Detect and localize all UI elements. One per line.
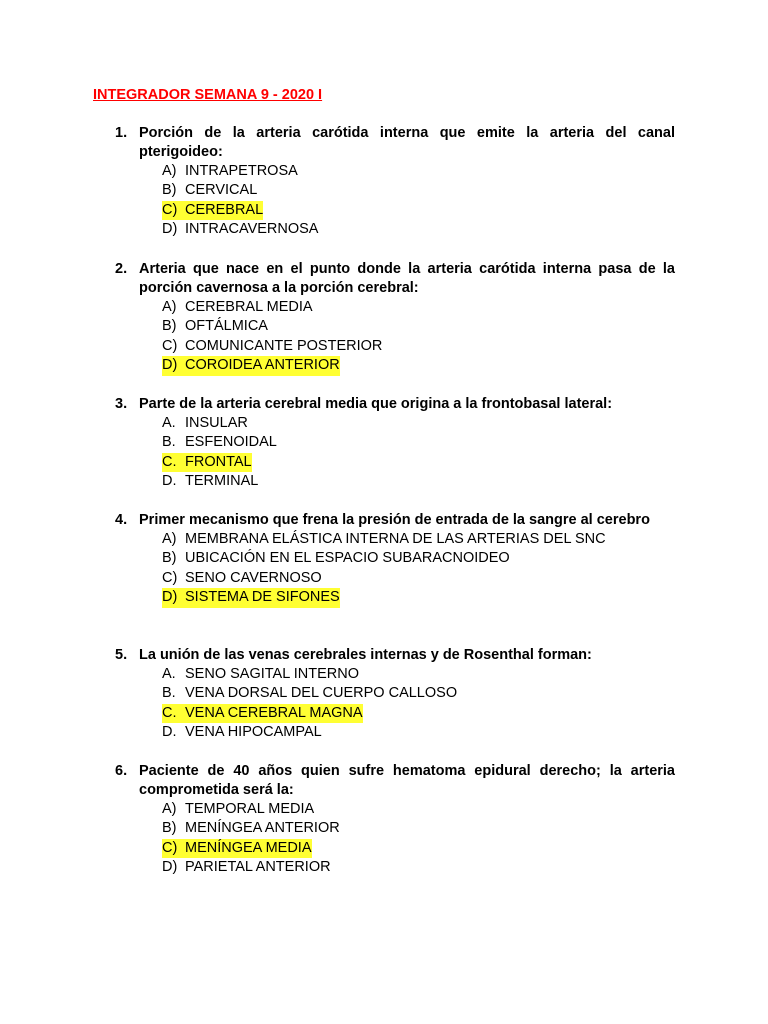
highlighted-answer — [162, 356, 340, 375]
option-letter: D. — [162, 724, 177, 741]
option-letter: A) — [162, 531, 177, 547]
option-text: MEMBRANA ELÁSTICA INTERNA DE LAS ARTERIAS DEL SNC — [185, 531, 606, 547]
question-number: 4. — [115, 512, 128, 528]
option-text: UBICACIÓN EN EL ESPACIO SUBARACNOIDEO — [185, 550, 510, 567]
option-body — [162, 723, 322, 742]
question-1 — [115, 124, 675, 240]
question-number: 1. — [115, 125, 128, 141]
question-text: Porción de la arteria carótida interna que emite la arteria del canal pterigoideo: — [139, 125, 675, 160]
option-letter: A. — [162, 415, 176, 431]
option-letter: C. — [162, 704, 177, 721]
option-list — [115, 665, 675, 743]
option-letter: A. — [162, 666, 176, 682]
option-2 — [115, 181, 675, 200]
option-letter: B) — [162, 550, 177, 567]
highlighted-answer — [162, 453, 252, 472]
option-letter: C. — [162, 453, 177, 470]
option-letter: D. — [162, 473, 177, 490]
option-4 — [115, 723, 675, 742]
question-text: Paciente de 40 años quien sufre hematoma epidural derecho; la arteria comprometida será la: — [139, 763, 675, 798]
option-letter: D) — [162, 859, 178, 876]
option-list — [115, 800, 675, 878]
question-6 — [115, 762, 675, 878]
option-letter: C) — [162, 839, 178, 856]
highlighted-answer — [162, 588, 340, 607]
option-2 — [115, 684, 675, 703]
question-number: 2. — [115, 261, 128, 277]
option-letter: B) — [162, 318, 177, 335]
option-text: VENA DORSAL DEL CUERPO CALLOSO — [185, 685, 458, 702]
question-2 — [115, 260, 675, 376]
option-text: CEREBRAL MEDIA — [185, 299, 313, 315]
option-letter: B) — [162, 182, 177, 199]
option-2 — [115, 819, 675, 838]
option-list — [115, 162, 675, 240]
option-text: INTRAPETROSA — [185, 163, 298, 179]
question-text: Primer mecanismo que frena la presión de entrada de la sangre al cerebro — [139, 512, 650, 528]
option-text: FRONTAL — [185, 453, 252, 470]
option-body — [162, 569, 322, 588]
option-list — [115, 530, 675, 608]
option-text: VENA CEREBRAL MAGNA — [185, 704, 363, 721]
option-3 — [115, 704, 675, 723]
option-letter: D) — [162, 221, 178, 238]
option-text: TERMINAL — [185, 473, 259, 490]
option-4 — [115, 356, 675, 375]
option-letter: B. — [162, 685, 176, 702]
option-text: INSULAR — [185, 415, 248, 431]
option-list — [115, 414, 675, 492]
question-text: Parte de la arteria cerebral media que origina a la frontobasal lateral: — [139, 396, 613, 412]
option-2 — [115, 317, 675, 336]
option-text: SENO CAVERNOSO — [185, 569, 322, 586]
option-letter: B. — [162, 434, 176, 451]
option-text: VENA HIPOCAMPAL — [185, 724, 322, 741]
question-text: Arteria que nace en el punto donde la arteria carótida interna pasa de la porción cavernosa a la porción cerebral: — [139, 261, 675, 296]
option-body — [162, 684, 457, 703]
question-5 — [115, 646, 675, 743]
option-body — [162, 317, 268, 336]
option-text: INTRACAVERNOSA — [185, 221, 319, 238]
option-body — [162, 298, 313, 317]
option-1 — [115, 800, 675, 819]
question-number: 3. — [115, 396, 128, 412]
option-body — [162, 800, 314, 819]
option-text: PARIETAL ANTERIOR — [185, 859, 331, 876]
option-text: SISTEMA DE SIFONES — [185, 589, 340, 606]
option-body — [162, 819, 340, 838]
option-body — [162, 472, 258, 491]
option-body — [162, 433, 277, 452]
question-number: 6. — [115, 763, 128, 779]
option-1 — [115, 665, 675, 684]
highlighted-answer — [162, 704, 363, 723]
option-text: MENÍNGEA MEDIA — [185, 839, 312, 856]
option-text: CERVICAL — [185, 182, 258, 199]
option-letter: A) — [162, 801, 177, 817]
option-2 — [115, 433, 675, 452]
option-4 — [115, 588, 675, 607]
option-3 — [115, 337, 675, 356]
option-3 — [115, 201, 675, 220]
option-letter: B) — [162, 820, 177, 837]
option-1 — [115, 162, 675, 181]
option-text: ESFENOIDAL — [185, 434, 277, 451]
option-letter: D) — [162, 357, 178, 374]
option-3 — [115, 569, 675, 588]
option-2 — [115, 549, 675, 568]
option-text: COROIDEA ANTERIOR — [185, 357, 340, 374]
question-text: La unión de las venas cerebrales internas y de Rosenthal forman: — [139, 647, 592, 663]
highlighted-answer — [162, 201, 263, 220]
option-text: CEREBRAL — [185, 201, 264, 218]
option-letter: C) — [162, 337, 178, 354]
option-body — [162, 181, 257, 200]
option-text: OFTÁLMICA — [185, 318, 268, 335]
option-body — [162, 220, 318, 239]
highlighted-answer — [162, 839, 312, 858]
option-letter: D) — [162, 589, 178, 606]
option-3 — [115, 453, 675, 472]
question-number: 5. — [115, 647, 128, 663]
question-4 — [115, 511, 675, 608]
option-body — [162, 162, 298, 181]
option-text: TEMPORAL MEDIA — [185, 801, 315, 817]
option-4 — [115, 220, 675, 239]
option-letter: A) — [162, 299, 177, 315]
option-body — [162, 414, 248, 433]
option-1 — [115, 530, 675, 549]
option-3 — [115, 839, 675, 858]
option-letter: A) — [162, 163, 177, 179]
option-body — [162, 530, 606, 549]
option-body — [162, 337, 382, 356]
option-body — [162, 549, 510, 568]
option-1 — [115, 414, 675, 433]
option-4 — [115, 472, 675, 491]
option-text: MENÍNGEA ANTERIOR — [185, 820, 340, 837]
option-body — [162, 858, 331, 877]
option-text: SENO SAGITAL INTERNO — [185, 666, 360, 682]
option-letter: C) — [162, 569, 178, 586]
option-body — [162, 665, 359, 684]
document-title: INTEGRADOR SEMANA 9 - 2020 I — [93, 87, 323, 103]
option-text: COMUNICANTE POSTERIOR — [185, 337, 383, 354]
option-1 — [115, 298, 675, 317]
option-list — [115, 298, 675, 376]
question-3 — [115, 395, 675, 492]
option-letter: C) — [162, 201, 178, 218]
option-4 — [115, 858, 675, 877]
